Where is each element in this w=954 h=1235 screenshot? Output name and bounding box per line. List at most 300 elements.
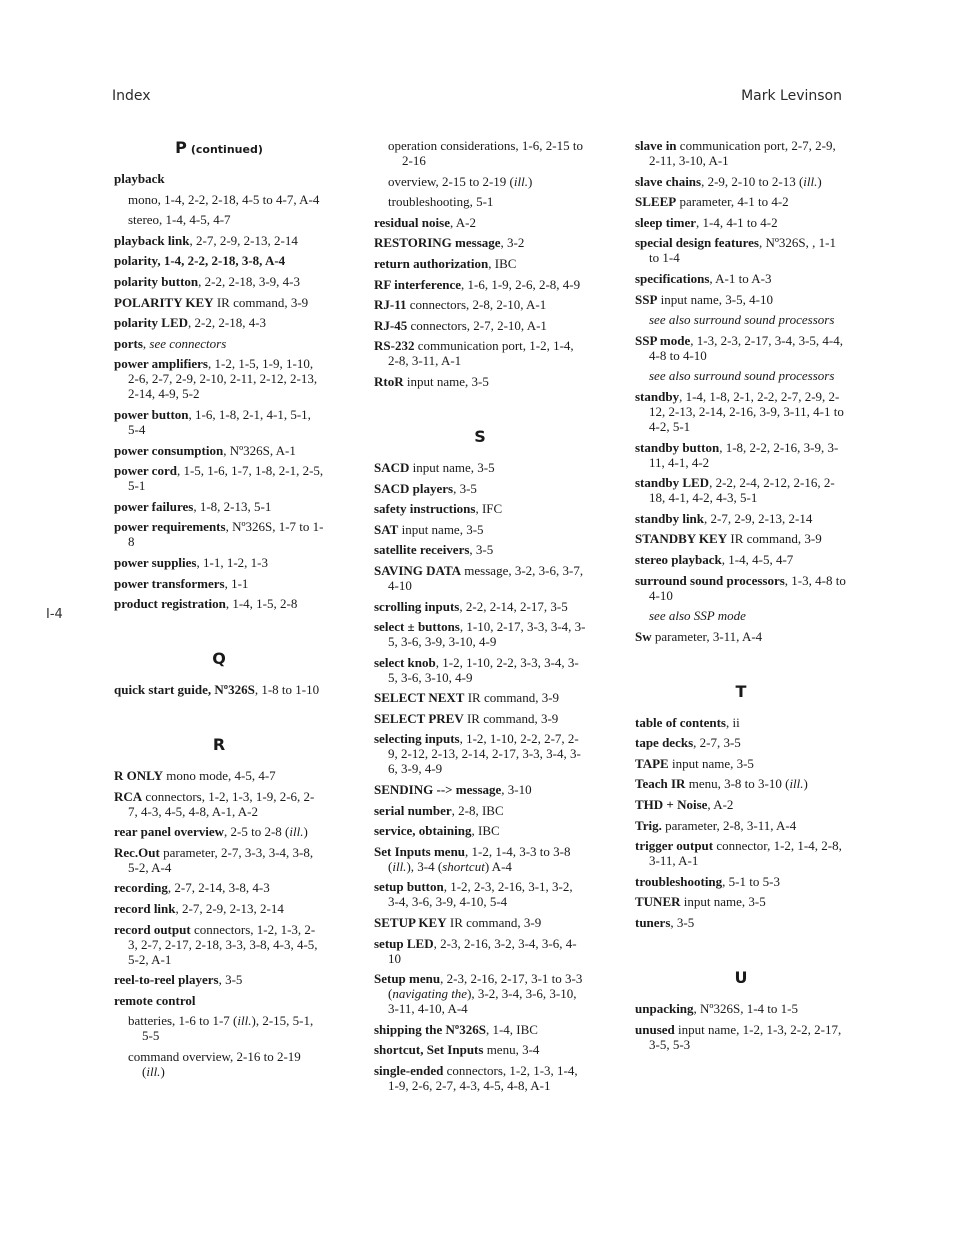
- index-term: polarity button: [114, 273, 199, 289]
- index-locators: connector, 1-2, 1-4, 2-8, 3-11, A-1: [649, 838, 842, 869]
- index-entry: [374, 915, 586, 930]
- index-locators-tail: ): [527, 173, 533, 189]
- index-term: SETUP KEY: [374, 915, 447, 931]
- index-term: power transformers: [114, 575, 225, 591]
- index-entry: [635, 1022, 847, 1052]
- index-locators: , IBC: [471, 823, 500, 839]
- index-subentry: [374, 138, 586, 168]
- section-heading: [114, 649, 324, 668]
- index-locators: operation considerations, 1-6, 2-15 to 2-16: [388, 138, 583, 168]
- index-term: power requirements: [114, 519, 226, 535]
- index-locators: , 1-6, 1-8, 2-1, 4-1, 5-1, 5-4: [128, 406, 311, 437]
- index-locators-tail: ) A-4: [484, 858, 512, 874]
- index-entry: [114, 576, 324, 591]
- index-entry: [374, 782, 586, 797]
- index-italic-note: ill.: [392, 858, 407, 874]
- index-italic-note: ill.: [289, 824, 304, 840]
- index-locators: , 2-2, 2-14, 2-17, 3-5: [459, 598, 568, 614]
- index-column-3: [635, 138, 847, 1057]
- index-term: shipping the Nº326S: [374, 1021, 486, 1037]
- index-locators: connectors, 1-2, 1-3, 2-3, 2-7, 2-17, 2-18, 3-3, 3-8, 4-3, 4-5, 5-2, A-1: [128, 921, 318, 967]
- index-locators: input name, 3-5: [409, 459, 495, 475]
- index-locators: , 2-2, 2-18, 4-3: [188, 315, 267, 331]
- index-term: slave in: [635, 138, 677, 153]
- index-term: SACD players: [374, 480, 454, 496]
- index-locators: input name, 3-5: [403, 373, 489, 389]
- index-locators-tail: ): [303, 824, 308, 840]
- index-term: polarity: [114, 253, 158, 269]
- index-locators: stereo, 1-4, 4-5, 4-7: [128, 212, 231, 228]
- index-locators: , Nº326S, 1-4 to 1-5: [693, 1001, 798, 1017]
- index-locators: connectors, 1-2, 1-3, 1-4, 1-9, 2-6, 2-7, 4-3, 4-5, 4-8, A-1: [388, 1063, 578, 1093]
- section-letter: U: [734, 968, 748, 988]
- index-locators: , 3-5: [469, 542, 494, 558]
- index-entry: [114, 596, 324, 611]
- index-entry: [635, 797, 847, 812]
- index-term: power cord: [114, 463, 177, 479]
- index-term: SENDING --> message: [374, 782, 502, 798]
- index-term: shortcut, Set Inputs: [374, 1042, 484, 1058]
- index-locators: , 1-4, 4-1 to 4-2: [696, 214, 778, 230]
- index-subentry: [374, 174, 586, 189]
- index-locators: , ii: [726, 714, 740, 730]
- index-entry: [374, 731, 586, 776]
- index-term: SAT: [374, 521, 399, 537]
- index-entry: [114, 555, 324, 570]
- index-term: RtoR: [374, 373, 404, 389]
- index-term: polarity LED: [114, 315, 189, 331]
- index-locators: , 1-4, 1-8, 2-1, 2-2, 2-7, 2-9, 2-12, 2-13, 2-14, 2-16, 3-9, 3-11, 4-1 to 4-2, 5-1: [649, 388, 844, 434]
- index-locators: , 1-2, 2-3, 2-16, 3-1, 3-2, 3-4, 3-6, 3-9, 4-10, 5-4: [388, 879, 573, 910]
- index-locators: IR command, 3-9: [464, 690, 560, 706]
- index-term: surround sound processors: [635, 572, 785, 588]
- index-entry: [374, 936, 586, 966]
- index-locators: , IFC: [475, 501, 503, 517]
- index-term: standby link: [635, 510, 705, 526]
- index-locators: , Nº326S, A-1: [223, 442, 296, 458]
- index-entry: [374, 481, 586, 496]
- index-entry: [635, 573, 847, 603]
- index-entry: [114, 499, 324, 514]
- index-term: recording: [114, 880, 168, 896]
- index-entry: [374, 501, 586, 516]
- index-entry: [635, 735, 847, 750]
- index-term: specifications: [635, 270, 710, 286]
- index-entry: [635, 629, 847, 644]
- index-term: SELECT PREV: [374, 710, 464, 726]
- index-locators: IR command, 3-9: [213, 294, 309, 310]
- index-entry: [374, 803, 586, 818]
- index-term: Trig.: [635, 817, 662, 833]
- index-entry: [374, 619, 586, 649]
- index-locators: , 1-2, 1-5, 1-9, 1-10, 2-6, 2-7, 2-9, 2-10, 2-11, 2-12, 2-13, 2-14, 4-9, 5-2: [128, 356, 318, 402]
- index-term: SACD: [374, 459, 410, 475]
- index-locators: , 2-7, 3-5: [693, 735, 741, 751]
- index-entry: [635, 271, 847, 286]
- index-locators: , 2-2, 2-18, 3-9, 4-3: [198, 273, 300, 289]
- index-locators-tail: ): [817, 173, 822, 189]
- index-entry: [635, 756, 847, 771]
- index-locators: , IBC: [488, 255, 517, 271]
- index-term: satellite receivers: [374, 542, 470, 558]
- index-subentry: [114, 192, 324, 207]
- index-term: power amplifiers: [114, 356, 208, 372]
- index-locators: , 2-7, 2-9, 2-13, 2-14: [189, 232, 298, 248]
- index-italic-note: shortcut: [442, 858, 485, 874]
- index-entry: [374, 563, 586, 593]
- index-subentry: [114, 212, 324, 227]
- index-entry: [114, 315, 324, 330]
- index-entry: [114, 233, 324, 248]
- index-term: product registration: [114, 596, 226, 612]
- index-term: residual noise: [374, 214, 450, 230]
- index-term: trigger output: [635, 838, 714, 854]
- index-entry: [374, 823, 586, 838]
- index-entry: [114, 768, 324, 783]
- index-locators: , 2-5 to 2-8 (: [224, 824, 290, 840]
- index-term: table of contents: [635, 714, 726, 730]
- index-term: Set Inputs menu: [374, 843, 466, 859]
- index-term: Sw: [635, 628, 652, 644]
- index-entry: [114, 171, 324, 186]
- index-entry: [635, 1001, 847, 1016]
- index-locators: connectors, 2-8, 2-10, A-1: [406, 297, 547, 313]
- index-entry: [114, 682, 324, 697]
- index-locators: , 1-3, 2-3, 2-17, 3-4, 3-5, 4-4, 4-8 to 4-10: [649, 332, 843, 363]
- index-subentry: [114, 1049, 324, 1079]
- section-heading: [635, 968, 847, 987]
- section-heading: [114, 735, 324, 754]
- index-term: THD + Noise: [635, 797, 708, 813]
- index-entry: [635, 235, 847, 265]
- index-entry: [374, 655, 586, 685]
- index-locators: command overview, 2-16 to 2-19 (: [128, 1049, 301, 1080]
- header-brand: Mark Levinson: [741, 88, 842, 104]
- index-entry: [374, 215, 586, 230]
- index-locators: , 3-5: [218, 972, 243, 988]
- index-entry: [374, 256, 586, 271]
- index-locators: , 1-10, 2-17, 3-3, 3-4, 3-5, 3-6, 3-9, 3-10, 4-9: [388, 619, 586, 650]
- index-term: TUNER: [635, 894, 681, 910]
- index-term: troubleshooting: [635, 873, 723, 889]
- index-term: Rec.Out: [114, 844, 160, 860]
- index-locators: , 3-5: [453, 480, 477, 496]
- index-locators: parameter, 2-7, 3-3, 3-4, 3-8, 5-2, A-4: [128, 844, 314, 875]
- index-locators: communication port, 2-7, 2-9, 2-11, 3-10, A-1: [649, 138, 836, 168]
- index-term: SELECT NEXT: [374, 690, 465, 706]
- index-entry: [635, 915, 847, 930]
- index-term: SSP: [635, 291, 658, 307]
- index-term: TAPE: [635, 755, 669, 771]
- index-entry: [635, 174, 847, 189]
- index-term: playback link: [114, 232, 190, 248]
- index-entry: [635, 818, 847, 833]
- index-entry: [374, 711, 586, 726]
- index-locators: connectors, 2-7, 2-10, A-1: [407, 317, 547, 333]
- index-entry: [374, 1042, 586, 1057]
- section-heading: [635, 682, 847, 701]
- index-entry: [635, 292, 847, 307]
- index-term: reel-to-reel players: [114, 972, 219, 988]
- index-italic-note: navigating the: [392, 986, 468, 1002]
- index-locators-tail: ), 3-2, 3-4, 3-6, 3-10, 3-11, 4-10, A-4: [388, 986, 577, 1017]
- index-term: safety instructions: [374, 501, 476, 517]
- index-entry: [374, 599, 586, 614]
- index-locators: , 3-2: [500, 235, 525, 251]
- index-term: ports: [114, 335, 143, 351]
- index-locators: , 2-7, 2-9, 2-13, 2-14: [704, 510, 813, 526]
- index-term: sleep timer: [635, 214, 697, 230]
- index-term: power supplies: [114, 554, 197, 570]
- index-term: SAVING DATA: [374, 562, 462, 578]
- index-term: RF interference: [374, 276, 461, 292]
- index-term: scrolling inputs: [374, 598, 460, 614]
- index-locators: , 1-8, 2-13, 5-1: [193, 498, 272, 514]
- index-entry: [374, 318, 586, 333]
- index-locators: , 2-9, 2-10 to 2-13 (: [701, 173, 804, 189]
- index-locators: , 2-3, 2-16, 2-17, 3-1 to 3-3 (: [388, 971, 583, 1002]
- index-term: remote control: [114, 992, 196, 1008]
- index-entry: [114, 407, 324, 437]
- index-entry: [635, 531, 847, 546]
- index-term: setup LED: [374, 935, 434, 951]
- index-locators: IR command, 3-9: [463, 710, 559, 726]
- index-entry: [374, 338, 586, 368]
- index-locators: parameter, 3-11, A-4: [651, 628, 763, 644]
- index-entry: [114, 845, 324, 875]
- index-locators: , 1-6, 1-9, 2-6, 2-8, 4-9: [460, 276, 581, 292]
- index-term: power failures: [114, 498, 194, 514]
- index-term: serial number: [374, 802, 452, 818]
- index-entry: [114, 993, 324, 1008]
- index-locators: , 3-5: [670, 915, 695, 931]
- index-term: RJ-45: [374, 317, 408, 333]
- index-locators: , 5-1 to 5-3: [722, 873, 780, 889]
- index-term: RJ-11: [374, 297, 407, 313]
- index-term: selecting inputs: [374, 731, 460, 747]
- index-locators: , 1-2, 1-10, 2-2, 2-7, 2-9, 2-12, 2-13, 2-14, 2-17, 3-3, 3-4, 3-6, 3-9, 4-9: [388, 731, 581, 777]
- index-entry: [374, 1022, 586, 1037]
- index-term: setup button: [374, 879, 444, 895]
- index-locators: , 1-1: [224, 575, 249, 591]
- index-term: Setup menu: [374, 971, 441, 987]
- index-term: playback: [114, 171, 165, 186]
- index-term: RS-232: [374, 338, 415, 354]
- index-term: return authorization: [374, 255, 489, 271]
- index-entry: [114, 880, 324, 895]
- index-entry: [114, 972, 324, 987]
- section-letter: T: [735, 681, 747, 701]
- index-entry: [635, 838, 847, 868]
- index-term: record output: [114, 921, 191, 937]
- index-entry: [374, 277, 586, 292]
- index-entry: [374, 522, 586, 537]
- index-entry: [114, 922, 324, 967]
- index-entry: [635, 874, 847, 889]
- index-term: quick start guide, Nº326S: [114, 682, 255, 698]
- section-letter: S: [474, 426, 486, 446]
- index-italic-note: see also surround sound processors: [649, 312, 835, 328]
- index-entry: [635, 715, 847, 730]
- index-locators: , 1-1, 1-2, 1-3: [196, 554, 268, 570]
- section-letter: Q: [212, 649, 226, 669]
- index-entry: [635, 440, 847, 470]
- index-locators: , 2-7, 2-9, 2-13, 2-14: [175, 901, 284, 917]
- index-entry: [374, 297, 586, 312]
- index-entry: [374, 844, 586, 874]
- index-entry: [374, 374, 586, 389]
- index-italic-note: ill.: [803, 173, 818, 189]
- index-column-1: [114, 138, 324, 1085]
- index-locators-tail: ), 2-15, 5-1, 5-5: [142, 1013, 314, 1044]
- index-entry: [374, 1063, 586, 1093]
- index-term: tuners: [635, 915, 671, 931]
- index-locators: , 1-8, 2-2, 2-16, 3-9, 3-11, 4-1, 4-2: [649, 439, 839, 470]
- index-term: single-ended: [374, 1063, 444, 1078]
- index-locators: batteries, 1-6 to 1-7 (: [128, 1013, 238, 1029]
- index-entry: [635, 215, 847, 230]
- page-number: I-4: [46, 607, 63, 622]
- section-continued-note: (continued): [190, 143, 263, 156]
- index-term: R ONLY: [114, 768, 164, 784]
- index-locators: , 1-4, 2-2, 2-18, 3-8, A-4: [157, 253, 286, 269]
- index-entry: [635, 194, 847, 209]
- index-locators: , 1-4, IBC: [485, 1021, 538, 1037]
- section-letter: R: [212, 735, 226, 755]
- index-locators: overview, 2-15 to 2-19 (: [388, 173, 514, 189]
- index-entry: [635, 776, 847, 791]
- index-term: RCA: [114, 788, 143, 804]
- index-entry: [114, 356, 324, 401]
- index-locators: mono, 1-4, 2-2, 2-18, 4-5 to 4-7, A-4: [128, 191, 320, 207]
- index-entry: [635, 138, 847, 168]
- index-locators: , Nº326S, 1-7 to 1-8: [128, 519, 324, 550]
- index-subentry: [374, 194, 586, 209]
- index-locators: , 2-7, 2-14, 3-8, 4-3: [167, 880, 270, 896]
- index-entry: [114, 274, 324, 289]
- index-locators: , 1-8 to 1-10: [254, 682, 320, 698]
- index-term: SSP mode: [635, 332, 691, 348]
- index-entry: [114, 901, 324, 916]
- index-locators: , 2-2, 2-4, 2-12, 2-16, 2-18, 4-1, 4-2, 4-3, 5-1: [649, 475, 835, 506]
- index-locators: input name, 3-5, 4-10: [657, 291, 773, 307]
- index-entry: [374, 460, 586, 475]
- index-entry: [635, 389, 847, 434]
- index-term: SLEEP: [635, 194, 677, 210]
- index-entry: [635, 894, 847, 909]
- index-subentry: [635, 368, 847, 383]
- index-term: select ± buttons: [374, 619, 460, 635]
- index-locators: parameter, 2-8, 3-11, A-4: [661, 817, 797, 833]
- index-locators: IR command, 3-9: [727, 531, 822, 547]
- index-locators-tail: ), 3-4 (: [406, 858, 443, 874]
- index-italic-note: ill.: [513, 173, 528, 189]
- index-term: power consumption: [114, 442, 224, 458]
- index-entry: [114, 336, 324, 351]
- index-column-2: [374, 138, 586, 1099]
- section-letter: P: [175, 138, 187, 157]
- index-term: slave chains: [635, 173, 702, 189]
- index-locators: , 2-3, 2-16, 3-2, 3-4, 3-6, 4-10: [388, 935, 577, 966]
- index-locators: , 3-10: [501, 782, 532, 798]
- index-locators: input name, 3-5: [398, 521, 484, 537]
- index-locators: input name, 3-5: [680, 894, 766, 910]
- index-term: record link: [114, 901, 176, 917]
- index-locators-tail: ): [803, 776, 808, 792]
- index-term: POLARITY KEY: [114, 294, 214, 310]
- index-locators: message, 3-2, 3-6, 3-7, 4-10: [388, 562, 584, 593]
- index-entry: [374, 879, 586, 909]
- index-locators: menu, 3-8 to 3-10 (: [685, 776, 790, 792]
- index-locators: , 1-4, 1-5, 2-8: [225, 596, 298, 612]
- index-italic-note: ill.: [789, 776, 804, 792]
- index-italic-note: see also surround sound processors: [649, 368, 835, 384]
- index-italic-note: see connectors: [149, 335, 227, 351]
- index-entry: [374, 690, 586, 705]
- index-locators: connectors, 1-2, 1-3, 1-9, 2-6, 2-7, 4-3, 4-5, 4-8, A-1, A-2: [128, 788, 315, 819]
- index-term: Teach IR: [635, 776, 686, 792]
- index-entry: [114, 443, 324, 458]
- index-term: tape decks: [635, 735, 694, 751]
- index-locators: input name, 3-5: [668, 755, 754, 771]
- section-heading: [114, 138, 324, 157]
- index-term: stereo playback: [635, 551, 722, 567]
- index-entry: [114, 253, 324, 268]
- index-locators: , A-2: [707, 797, 734, 813]
- index-locators: mono mode, 4-5, 4-7: [163, 768, 276, 784]
- section-heading: [374, 427, 586, 446]
- index-entry: [114, 519, 324, 549]
- index-entry: [374, 971, 586, 1016]
- index-term: unused: [635, 1021, 675, 1037]
- index-italic-note: ill.: [237, 1013, 252, 1029]
- index-locators: parameter, 4-1 to 4-2: [676, 194, 789, 210]
- index-entry: [635, 552, 847, 567]
- index-term: standby LED: [635, 475, 710, 491]
- index-locators: menu, 3-4: [483, 1042, 540, 1058]
- index-locators: , 1-3, 4-8 to 4-10: [649, 572, 846, 603]
- index-locators: , 1-2, 1-10, 2-2, 3-3, 3-4, 3-5, 3-6, 3-10, 4-9: [388, 654, 579, 685]
- index-locators: , 2-8, IBC: [451, 802, 504, 818]
- index-term: special design features: [635, 235, 759, 251]
- index-locators: , A-2: [449, 214, 476, 230]
- index-locators: , 1-4, 4-5, 4-7: [721, 551, 794, 567]
- index-entry: [635, 333, 847, 363]
- header-section-title: Index: [112, 88, 151, 104]
- index-subentry: [635, 608, 847, 623]
- index-term: unpacking: [635, 1001, 694, 1017]
- index-subentry: [114, 1013, 324, 1043]
- index-entry: [635, 475, 847, 505]
- index-locators-tail: ): [160, 1064, 165, 1080]
- index-locators: ,: [142, 335, 150, 351]
- index-locators: input name, 1-2, 1-3, 2-2, 2-17, 3-5, 5-3: [649, 1021, 842, 1052]
- index-locators: , Nº326S, , 1-1 to 1-4: [649, 235, 836, 266]
- index-subentry: [635, 312, 847, 327]
- index-entry: [114, 824, 324, 839]
- index-term: rear panel overview: [114, 824, 224, 840]
- index-entry: [374, 235, 586, 250]
- index-italic-note: see also SSP mode: [649, 608, 746, 624]
- index-entry: [114, 463, 324, 493]
- index-locators: , 1-5, 1-6, 1-7, 1-8, 2-1, 2-5, 5-1: [128, 463, 324, 494]
- index-term: standby: [635, 388, 680, 404]
- index-locators: IR command, 3-9: [446, 915, 542, 931]
- index-entry: [374, 542, 586, 557]
- index-entry: [114, 789, 324, 819]
- index-term: standby button: [635, 439, 720, 455]
- index-locators: , 1-2, 1-4, 3-3 to 3-8 (: [388, 843, 571, 874]
